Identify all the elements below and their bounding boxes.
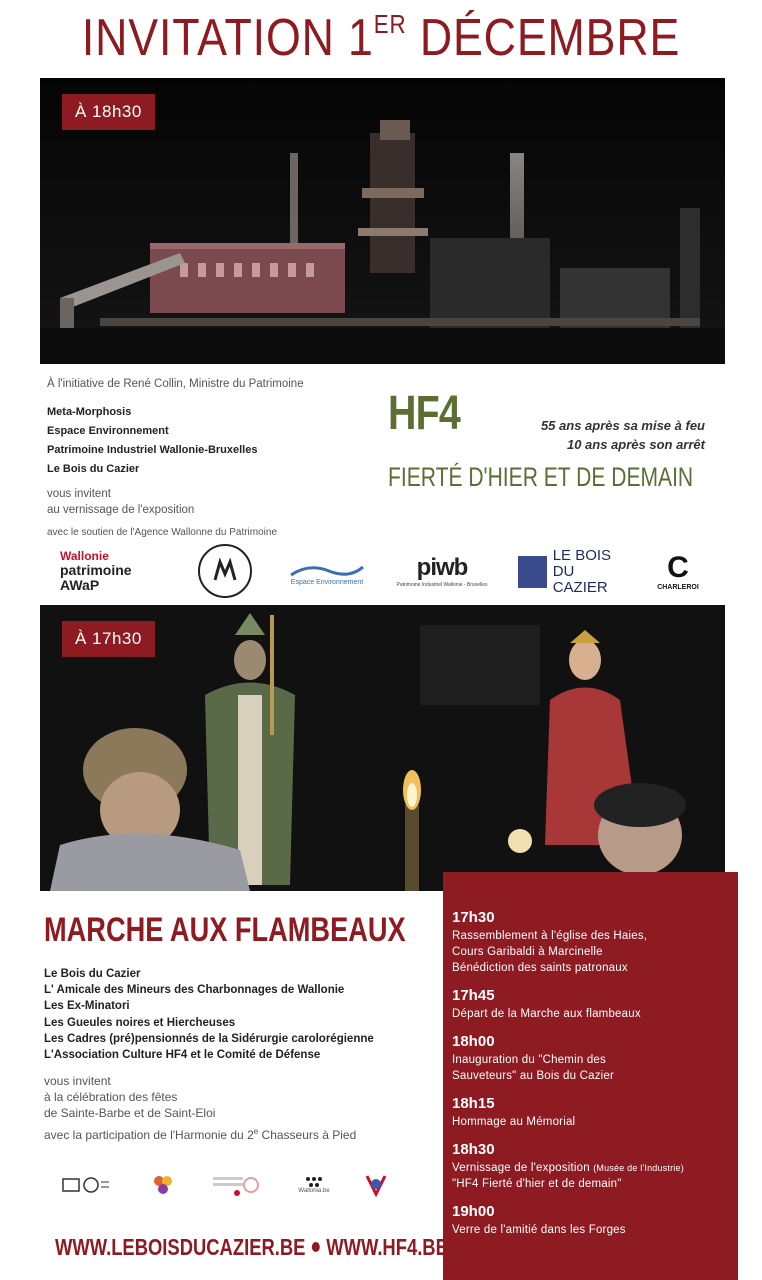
- blast-furnace-photo: [40, 78, 725, 364]
- espace-environnement-logo: Espace Environnement: [286, 554, 368, 594]
- charleroi-logo: C CHARLEROI: [657, 550, 699, 591]
- label-logo: [138, 1168, 188, 1202]
- partner-logos-1: [60, 544, 720, 598]
- schedule-item: 17h30 Rassemblement à l'église des Haies, Cours Garibaldi à Marcinelle Bénédiction des saints patronaux: [452, 909, 648, 974]
- participation-text: avec la participation de l'Harmonie du 2e Chasseurs à Pied: [44, 1127, 357, 1142]
- wallonie-patrimoine-logo: Wallonie patrimoine AWaP: [60, 548, 132, 593]
- unesco-logo: [58, 1168, 113, 1202]
- partner-logos-2: [58, 1168, 398, 1204]
- schedule-item: 18h00 Inauguration du "Chemin des Sauveteurs" au Bois du Cazier: [452, 1033, 615, 1082]
- organizer: L' Amicale des Mineurs des Charbonnages de Wallonie: [44, 984, 345, 997]
- page-title: INVITATION 1ER DÉCEMBRE: [81, 9, 681, 67]
- invite-text-2: vous invitent à la célébration des fêtes de Sainte-Barbe et de Saint-Eloi: [44, 1074, 216, 1120]
- schedule-item: 18h15 Hommage au Mémorial: [452, 1095, 576, 1128]
- schedule-item: 17h45 Départ de la Marche aux flambeaux: [452, 987, 641, 1020]
- schedule-item: 19h00 Verre de l'amitié dans les Forges: [452, 1203, 626, 1236]
- hf4-tagline: FIERTÉ D'HIER ET DE DEMAIN: [388, 462, 694, 492]
- marche-title: MARCHE AUX FLAMBEAUX: [44, 911, 406, 949]
- website-link-bois-du-cazier[interactable]: WWW.LEBOISDUCAZIER.BE: [55, 1234, 306, 1260]
- hf4-subtitle: 55 ans après sa mise à feu 10 ans après son arrêt: [540, 418, 705, 452]
- website-link-hf4[interactable]: WWW.HF4.BE: [326, 1234, 448, 1260]
- organizer: Les Gueules noires et Hiercheuses: [44, 1016, 236, 1029]
- organizers-list-2: [44, 966, 374, 1063]
- organizer: Espace Environnement: [47, 425, 169, 437]
- organizer: Les Ex-Minatori: [44, 1000, 130, 1013]
- procession-photo: [40, 605, 725, 891]
- time-badge-1730: À 17h30: [62, 621, 155, 657]
- bois-du-cazier-mark-icon: [518, 556, 547, 588]
- wallonia-be-logo: Wallonia.be: [284, 1168, 344, 1202]
- support-text: avec le soutien de l'Agence Wallonne du Patrimoine: [47, 527, 278, 538]
- organizer: Les Cadres (pré)pensionnés de la Sidérurgie carolorégienne: [44, 1032, 374, 1045]
- organizer: Le Bois du Cazier: [47, 463, 140, 475]
- meta-morphosis-logo: [198, 544, 252, 598]
- organizer: Patrimoine Industriel Wallonie-Bruxelles: [47, 444, 258, 456]
- organizer: Meta-Morphosis: [47, 406, 132, 418]
- bullet-dot-icon: [312, 1242, 320, 1252]
- regional-plan-logo: [206, 1168, 266, 1202]
- websites-footer: [55, 1234, 448, 1261]
- schedule-panel: [443, 872, 738, 1280]
- organizer: Le Bois du Cazier: [44, 968, 141, 980]
- schedule-item: 18h30 Vernissage de l'exposition (Musée de l'Industrie) "HF4 Fierté d'hier et de demain": [452, 1141, 684, 1190]
- organizer: L'Association Culture HF4 et le Comité de Défense: [44, 1049, 321, 1062]
- piwb-logo: piwb Patrimoine Industriel Wallonie - Bruxelles: [396, 554, 488, 588]
- federation-wb-logo: [358, 1168, 394, 1202]
- time-badge-1830: À 18h30: [62, 94, 155, 130]
- bois-du-cazier-logo: LE BOIS DU CAZIER: [518, 552, 630, 592]
- hf4-title: HF4: [388, 387, 460, 440]
- initiative-text: À l'initiative de René Collin, Ministre du Patrimoine: [47, 378, 304, 390]
- organizers-list-1: [47, 403, 257, 479]
- invite-text-1: vous invitent au vernissage de l'exposition: [47, 488, 195, 516]
